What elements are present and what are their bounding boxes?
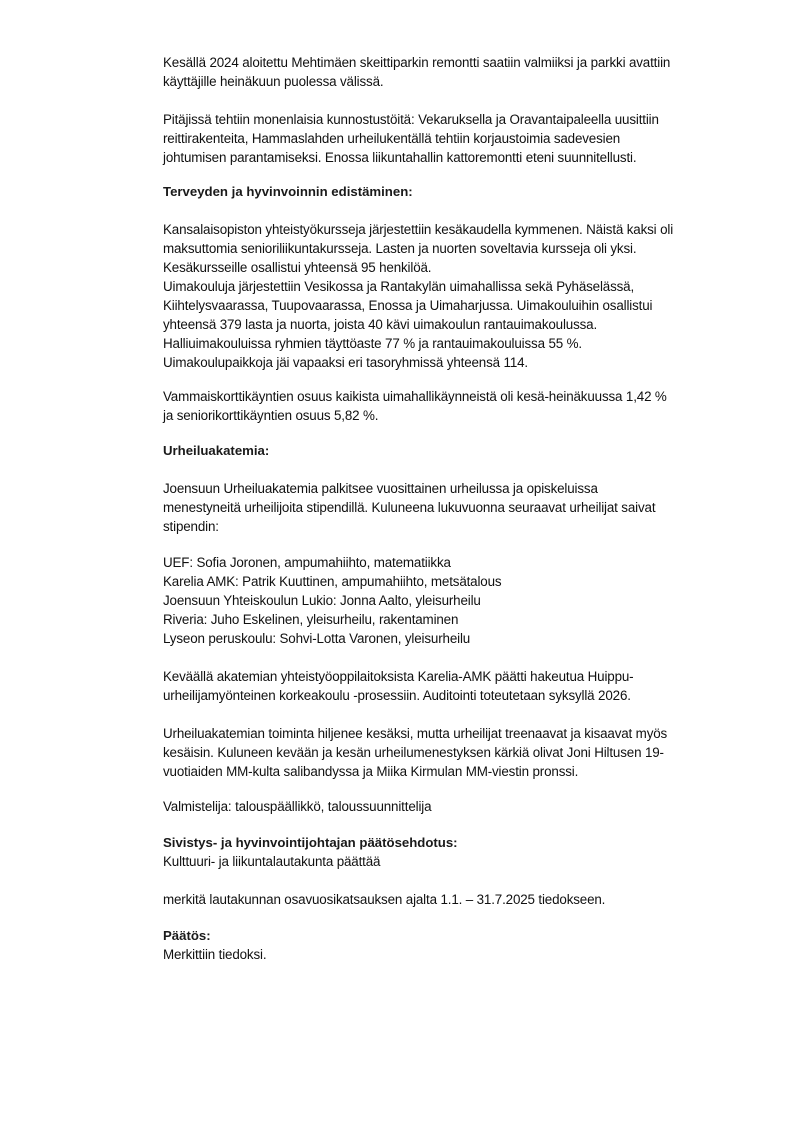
paragraph-health-line: Kiihtelysvaarassa, Tuupovaarassa, Enossa ja Uimaharjussa. Uimakouluihin osallistui xyxy=(163,298,653,313)
paragraph-summer-line: vuotiaiden MM-kulta salibandyssa ja Miika Kirmulan MM-viestin pronssi. xyxy=(163,764,579,779)
paragraph-summer-line: kesäisin. Kuluneen kevään ja kesän urheilumenestyksen kärkiä olivat Joni Hiltusen 19- xyxy=(163,745,664,760)
proposal-line: merkitä lautakunnan osavuosikatsauksen ajalta 1.1. – 31.7.2025 tiedokseen. xyxy=(163,892,606,907)
paragraph-summer-line: Urheiluakatemian toiminta hiljenee kesäksi, mutta urheilijat treenaavat ja kisaavat myös xyxy=(163,726,668,741)
paragraph-audit-line: urheilijamyönteinen korkeakoulu -prosessiin. Auditointi toteutetaan syksyllä 2026. xyxy=(163,688,631,703)
recipient-item: Lyseon peruskoulu: Sohvi-Lotta Varonen, yleisurheilu xyxy=(163,631,471,646)
paragraph-health-line: Kansalaisopiston yhteistyökursseja järjestettiin kesäkaudella kymmenen. Näistä kaksi oli xyxy=(163,222,674,237)
paragraph-maintenance-line: Pitäjissä tehtiin monenlaisia kunnostustöitä: Vekaruksella ja Oravantaipaleella uusittiin xyxy=(163,112,659,127)
preparer-line: Valmistelija: talouspäällikkö, taloussuunnittelija xyxy=(163,799,432,814)
paragraph-academy-line: Joensuun Urheiluakatemia palkitsee vuosittainen urheilussa ja opiskeluissa xyxy=(163,481,598,496)
paragraph-cards-line: ja seniorikorttikäyntien osuus 5,82 %. xyxy=(163,408,379,423)
proposal-line: Kulttuuri- ja liikuntalautakunta päättää xyxy=(163,854,381,869)
paragraph-health-line: Halliuimakouluissa ryhmien täyttöaste 77 % ja rantauimakouluissa 55 %. xyxy=(163,336,582,351)
paragraph-health-line: maksuttomia senioriliikuntakursseja. Lasten ja nuorten soveltavia kursseja oli yksi. xyxy=(163,241,637,256)
paragraph-cards-line: Vammaiskorttikäyntien osuus kaikista uimahallikäynneistä oli kesä-heinäkuussa 1,42 % xyxy=(163,389,667,404)
paragraph-skatepark-line: käyttäjille heinäkuun puolessa välissä. xyxy=(163,74,384,89)
paragraph-health-line: Kesäkursseille osallistui yhteensä 95 henkilöä. xyxy=(163,260,432,275)
paragraph-maintenance-line: johtumisen parantamiseksi. Enossa liikuntahallin kattoremontti eteni suunnitellusti. xyxy=(163,150,637,165)
paragraph-health-line: Uimakoulupaikkoja jäi vapaaksi eri tasoryhmissä yhteensä 114. xyxy=(163,355,528,370)
paragraph-academy-line: menestyneitä urheilijoita stipendillä. Kuluneena lukuvuonna seuraavat urheilijat saivat xyxy=(163,500,656,515)
paragraph-academy-line: stipendin: xyxy=(163,519,219,534)
paragraph-skatepark-line: Kesällä 2024 aloitettu Mehtimäen skeittiparkin remontti saatiin valmiiksi ja parkki avattiin xyxy=(163,55,671,70)
recipient-item: Joensuun Yhteiskoulun Lukio: Jonna Aalto, yleisurheilu xyxy=(163,593,481,608)
paragraph-audit-line: Keväällä akatemian yhteistyöoppilaitoksista Karelia-AMK päätti hakeutua Huippu- xyxy=(163,669,634,684)
recipient-item: Karelia AMK: Patrik Kuuttinen, ampumahiihto, metsätalous xyxy=(163,574,502,589)
heading-health: Terveyden ja hyvinvoinnin edistäminen: xyxy=(163,184,413,199)
recipient-item: Riveria: Juho Eskelinen, yleisurheilu, rakentaminen xyxy=(163,612,459,627)
heading-decision: Päätös: xyxy=(163,928,211,943)
recipient-item: UEF: Sofia Joronen, ampumahiihto, matematiikka xyxy=(163,555,451,570)
paragraph-health-line: Uimakouluja järjestettiin Vesikossa ja Rantakylän uimahallissa sekä Pyhäselässä, xyxy=(163,279,635,294)
heading-academy: Urheiluakatemia: xyxy=(163,443,270,458)
heading-proposal: Sivistys- ja hyvinvointijohtajan päätösehdotus: xyxy=(163,835,458,850)
paragraph-health-line: yhteensä 379 lasta ja nuorta, joista 40 kävi uimakoulun rantauimakoulussa. xyxy=(163,317,598,332)
decision-line: Merkittiin tiedoksi. xyxy=(163,947,267,962)
paragraph-maintenance-line: reittirakenteita, Hammaslahden urheilukentällä tehtiin korjaustoimia sadevesien xyxy=(163,131,621,146)
